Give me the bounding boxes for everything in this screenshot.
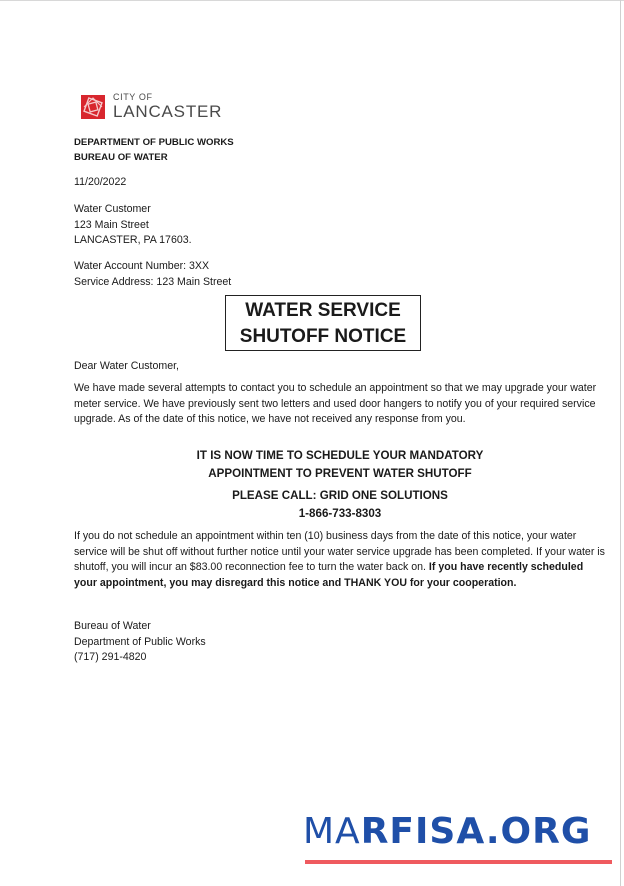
watermark-text xyxy=(303,811,592,852)
watermark-text-bold: RFISA xyxy=(360,811,486,852)
callout-line2: APPOINTMENT TO PREVENT WATER SHUTOFF xyxy=(208,467,472,480)
signature-bureau: Bureau of Water xyxy=(74,620,151,632)
page-right-edge xyxy=(620,0,621,886)
callout-line1: IT IS NOW TIME TO SCHEDULE YOUR MANDATORY xyxy=(196,449,484,462)
page-top-edge xyxy=(0,0,624,1)
recipient-address xyxy=(74,202,192,249)
signature-phone: (717) 291-4820 xyxy=(74,651,147,664)
call-phone-number: 1-866-733-8303 xyxy=(298,507,382,520)
signature-block xyxy=(74,619,206,666)
service-address: Service Address: 123 Main Street xyxy=(74,275,232,288)
body-paragraph-1: We have made several attempts to contact you to schedule an appointment so that we may upgrade your water meter service. We have previously sent two letters and used door hangers to notify you of your required service upgrade. As of the date of this notice, we have not received any response from you. xyxy=(74,382,597,426)
logo-lancaster: LANCASTER xyxy=(113,102,223,121)
watermark-underline xyxy=(305,860,612,864)
logo-city-of: CITY OF xyxy=(113,92,153,102)
department-heading xyxy=(74,136,234,165)
signature-department: Department of Public Works xyxy=(74,635,206,648)
department-name: DEPARTMENT OF PUBLIC WORKS xyxy=(74,137,234,148)
watermark-text-thin: MA xyxy=(303,811,361,852)
city-logo xyxy=(81,93,222,120)
call-instructions xyxy=(74,487,606,523)
recipient-street: 123 Main Street xyxy=(74,218,149,231)
recipient-city: LANCASTER, PA 17603. xyxy=(74,234,192,247)
disregard-notice-text: If you have recently scheduled your appointment, you may disregard this notice and THANK YOU for your cooperation. xyxy=(74,561,584,589)
account-number: Water Account Number: 3XX xyxy=(74,260,210,272)
shutoff-warning-text: If you do not schedule an appointment within ten (10) business days from the date of this notice, your water service will be shut off without further notice until your water service upgrade has been completed. If your water is shutoff, you will incur an $83.00 reconnection fee to turn the water back on. xyxy=(74,530,605,574)
account-info xyxy=(74,259,231,290)
watermark-text-domain: .ORG xyxy=(485,811,592,852)
notice-title-box xyxy=(225,295,421,351)
notice-title-line2: SHUTOFF NOTICE xyxy=(239,326,407,347)
call-company: PLEASE CALL: GRID ONE SOLUTIONS xyxy=(232,489,448,502)
marfisa-watermark xyxy=(303,811,592,852)
recipient-name: Water Customer xyxy=(74,203,151,215)
greeting: Dear Water Customer, xyxy=(74,360,179,372)
letter-date: 11/20/2022 xyxy=(74,176,127,188)
mandatory-callout xyxy=(74,447,606,483)
bureau-name: BUREAU OF WATER xyxy=(74,151,168,163)
city-rose-logo-icon xyxy=(81,95,105,119)
body-paragraph-2 xyxy=(74,529,608,591)
notice-title-line1: WATER SERVICE xyxy=(245,300,401,321)
